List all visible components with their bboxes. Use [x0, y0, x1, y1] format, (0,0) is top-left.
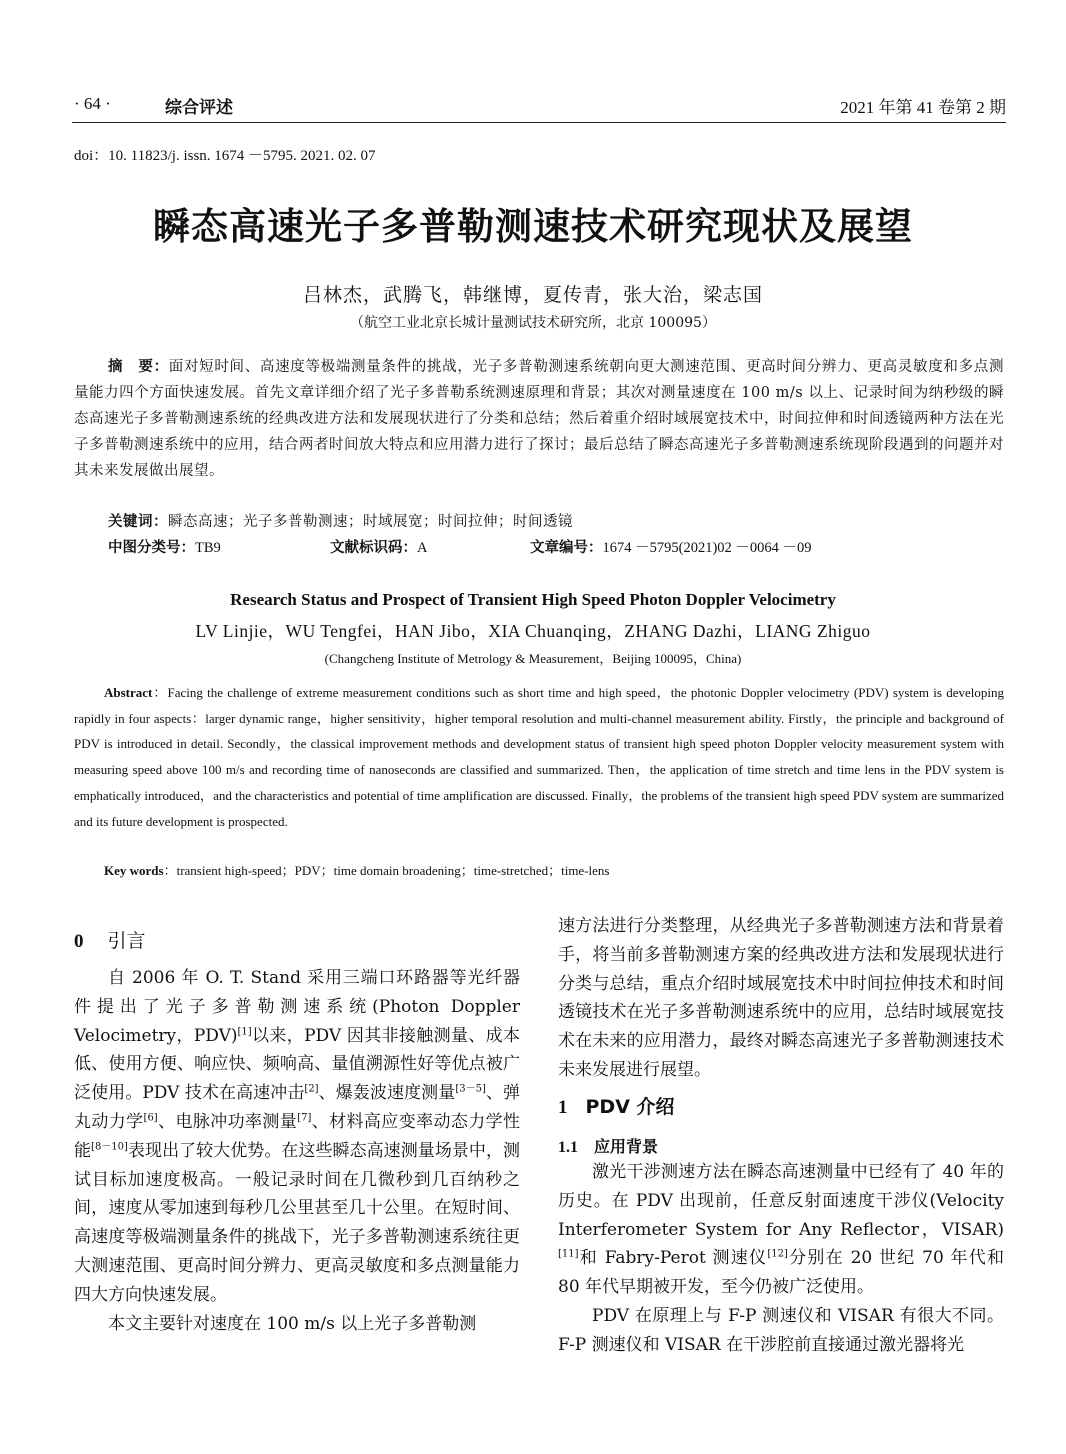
text-run: 自 2006 年 O. T. Stand 采用三端口环路器等光纤器件提出了光子多普勒测速系统(Photon Doppler Velocimetry，PDV): [74, 968, 520, 1046]
section-0-heading: [74, 926, 146, 953]
text-run: 和 Fabry-Perot 测速仪: [578, 1248, 768, 1269]
affiliation-cn: （航空工业北京长城计量测试技术研究所，北京 100095）: [350, 315, 716, 331]
intro-paragraph-2: 本文主要针对速度在 100 m/s 以上光子多普勒测: [108, 1313, 477, 1334]
clc-value: TB9: [195, 540, 221, 556]
text-run: 以来，PDV 因其非接触测量、成本低、使用方便、响应快、频响高、量值溯源性好等优点被广泛使用。PDV 技术在高速冲击: [74, 1025, 521, 1104]
text-run: 、材料高应变率动态力学性能: [74, 1111, 521, 1161]
right-column: [558, 912, 1004, 1085]
right-column-body: [558, 1158, 1004, 1360]
page-number: · 64 ·: [74, 94, 111, 113]
background-paragraph-2: PDV 在原理上与 F-P 测速仪和 VISAR 有很大不同。F-P 测速仪和 VISAR 在干涉腔前直接通过激光器将光: [558, 1305, 1004, 1355]
citation: [8－10]: [91, 1141, 128, 1153]
text-run: 分别在 20 世纪 70 年代和 80 年代早期被开发，至今仍被广泛使用。: [558, 1248, 1004, 1298]
text-run: 激光干涉测速方法在瞬态高速测量中已经有了 40 年的历史。在 PDV 出现前，任意反射面速度干涉仪(Velocity Interferometer System for Any Reflector，VISAR): [558, 1162, 1004, 1240]
abstract-cn-label: 摘 要：: [108, 359, 169, 375]
keywords-cn-text: 瞬态高速；光子多普勒测速；时域展宽；时间拉伸；时间透镜: [168, 514, 573, 530]
section-1-heading: [558, 1092, 675, 1119]
citation: [3－5]: [455, 1083, 486, 1095]
keywords-en-label: Key words: [104, 863, 164, 878]
article-number-value: 1674 －5795(2021)02 －0064 －09: [602, 540, 812, 556]
keywords-en-text: ：transient high-speed；PDV；time domain broadening；time-stretched；time-lens: [163, 863, 610, 878]
abstract-en-label: Abstract: [104, 685, 153, 700]
clc-label: 中图分类号：: [108, 540, 195, 556]
citation: [11]: [558, 1248, 579, 1260]
text-run: 表现出了较大优势。在这些瞬态高速测量场景中，测试目标加速度极高。一般记录时间在几微秒到几百纳秒之间，速度从零加速到每秒几公里甚至几十公里。在短时间、高速度等极端测量条件的挑战下，光子多普勒测速系统往更大测速范围、更高时间分辨力、更高灵敏度和多点测量能力四大方向快速发展。: [74, 1140, 520, 1305]
background-paragraph-1: [558, 1158, 1004, 1302]
doc-code-field: [330, 536, 427, 557]
text-run: 、电脉冲功率测量: [157, 1111, 298, 1132]
section-label: 综合评述: [165, 98, 233, 118]
authors-cn: 吕林杰，武腾飞，韩继博，夏传青，张大治，梁志国: [302, 284, 763, 306]
text-run: 、爆轰波速度测量: [318, 1083, 456, 1104]
text-run: 、弹丸动力学: [74, 1083, 521, 1132]
section-1-number: 1: [558, 1097, 568, 1118]
article-number-field: [530, 536, 812, 557]
authors-en: LV Linjie，WU Tengfei，HAN Jibo，XIA Chuanqing，ZHANG Dazhi，LIANG Zhiguo: [195, 621, 871, 641]
section-0-number: 0: [74, 931, 84, 952]
abstract-cn-text: 面对短时间、高速度等极端测量条件的挑战，光子多普勒测速系统朝向更大测速范围、更高时间分辨力、更高灵敏度和多点测量能力四个方面快速发展。首先文章详细介绍了光子多普勒系统测速原理和背景；其次对测量速度在 100 m/s 以上、记录时间为纳秒级的瞬态高速光子多普勒测速系统的经典改进方法和发展现状进行了分类和总结；然后着重介绍时域展宽技术中，时间拉伸和时间透镜两种方法在光子多普勒测速系统中的应用，结合两者时间放大特点和应用潜力进行了探讨；最后总结了瞬态高速光子多普勒测速系统现阶段遇到的问题并对其未来发展做出展望。: [74, 359, 1005, 479]
citation: [2]: [304, 1083, 319, 1095]
doi: doi：10. 11823/j. issn. 1674 －5795. 2021. 02. 07: [74, 148, 376, 164]
abstract-en-text: ：Facing the challenge of extreme measurement conditions such as short time and high speed，the photonic Doppler velocimetry (PDV) system is developing rapidly in four aspects：larger dynamic range，higher sensitivity，higher temporal resolution and multi-channel measurement ability. Firstly，the principle and background of PDV is introduced in detail. Secondly，the classical improvement methods and development status of transient high speed photon Doppler velocity measurement system with measuring speed above 100 m/s and recording time of nanoseconds are classified and summarized. Then，the application of time stretch and time lens in the PDV system is emphatically introduced，and the characteristics and potential of time amplification are discussed. Finally，the problems of the transient high speed PDV system are summarized and its future development is prospected.: [74, 685, 1004, 829]
section-0-title: 引言: [107, 930, 146, 952]
affiliation-en: (Changcheng Institute of Metrology & Measurement，Beijing 100095，China): [324, 651, 742, 666]
intro-paragraph-continued: 速方法进行分类整理，从经典光子多普勒测速方法和背景着手，将当前多普勒测速方案的经典改进方法和发展现状进行分类与总结，重点介绍时域展宽技术中时间拉伸技术和时间透镜技术在光子多普勒测速系统中的应用，总结时域展宽技术在未来的应用潜力，最终对瞬态高速光子多普勒测速技术未来发展进行展望。: [558, 916, 1004, 1080]
header-rule: [72, 122, 1006, 123]
citation: [7]: [297, 1112, 312, 1124]
section-1-1-title: 应用背景: [594, 1137, 659, 1156]
abstract-cn: [74, 354, 1004, 484]
section-1-1-heading: [558, 1134, 658, 1157]
doc-code-value: A: [417, 540, 428, 556]
section-1-1-number: 1.1: [558, 1139, 578, 1156]
citation: [12]: [767, 1248, 788, 1260]
paper-title-cn: 瞬态高速光子多普勒测速技术研究现状及展望: [153, 205, 913, 248]
keywords-en: [104, 860, 609, 879]
article-number-label: 文章编号：: [530, 540, 603, 556]
section-1-title: PDV 介绍: [585, 1096, 675, 1118]
paper-title-en: Research Status and Prospect of Transient High Speed Photon Doppler Velocimetry: [230, 590, 836, 609]
doc-code-label: 文献标识码：: [330, 540, 417, 556]
clc-field: [108, 536, 221, 557]
keywords-cn: [108, 510, 573, 531]
keywords-cn-label: 关键词：: [108, 514, 168, 530]
citation: [1]: [237, 1025, 252, 1037]
left-column: [74, 964, 520, 1338]
intro-paragraph-1: [74, 964, 520, 1310]
issue-label: 2021 年第 41 卷第 2 期: [840, 98, 1006, 117]
citation: [6]: [143, 1112, 158, 1124]
abstract-en: [74, 680, 1004, 834]
